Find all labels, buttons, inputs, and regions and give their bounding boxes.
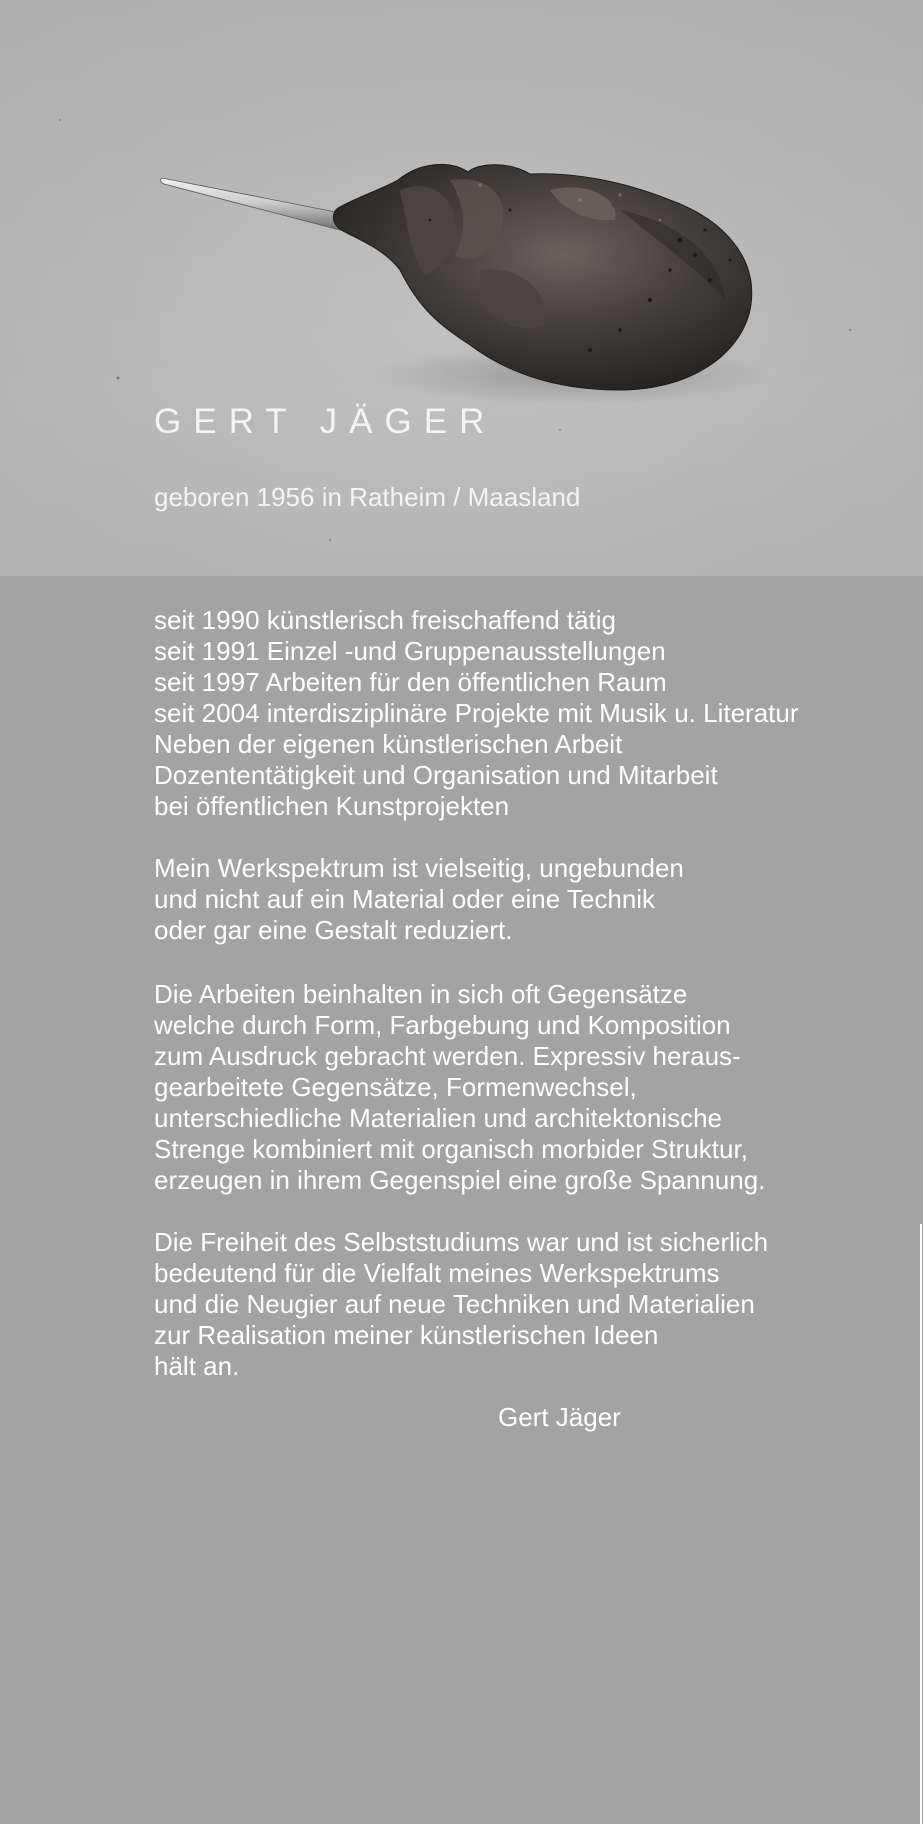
artist-name: GERT JÄGER <box>154 402 497 441</box>
signature: Gert Jäger <box>498 1402 621 1432</box>
bio-line: welche durch Form, Farbgebung und Komposition <box>154 1010 731 1040</box>
bio-line: seit 1991 Einzel -und Gruppenausstellungen <box>154 636 666 666</box>
bio-paragraph-freedom <box>154 1227 768 1382</box>
bio-line: und nicht auf ein Material oder eine Technik <box>154 884 656 914</box>
bio-paragraph-contrasts <box>154 979 765 1196</box>
bio-line: unterschiedliche Materialien und architektonische <box>154 1103 722 1133</box>
bio-line: Neben der eigenen künstlerischen Arbeit <box>154 729 623 759</box>
bio-line: bedeutend für die Vielfalt meines Werkspektrums <box>154 1258 720 1288</box>
bio-line: oder gar eine Gestalt reduziert. <box>154 915 513 945</box>
bio-line: zum Ausdruck gebracht werden. Expressiv heraus- <box>154 1041 741 1071</box>
birth-info: geboren 1956 in Ratheim / Maasland <box>154 482 581 512</box>
bio-line: Dozententätigkeit und Organisation und Mitarbeit <box>154 760 718 790</box>
bio-line: Mein Werkspektrum ist vielseitig, ungebunden <box>154 853 684 883</box>
bio-line: erzeugen in ihrem Gegenspiel eine große Spannung. <box>154 1165 766 1195</box>
bio-line: zur Realisation meiner künstlerischen Ideen <box>154 1320 659 1350</box>
bio-paragraph-career <box>154 605 799 822</box>
bio-line: gearbeitete Gegensätze, Formenwechsel, <box>154 1072 637 1102</box>
bio-line: Die Arbeiten beinhalten in sich oft Gegensätze <box>154 979 688 1009</box>
bio-line: hält an. <box>154 1351 240 1381</box>
bio-line: bei öffentlichen Kunstprojekten <box>154 791 510 821</box>
bio-line: und die Neugier auf neue Techniken und Materialien <box>154 1289 755 1319</box>
bio-line: seit 2004 interdisziplinäre Projekte mit Musik u. Literatur <box>154 698 799 728</box>
bio-line: Die Freiheit des Selbststudiums war und ist sicherlich <box>154 1227 769 1257</box>
bio-line: seit 1997 Arbeiten für den öffentlichen Raum <box>154 667 667 697</box>
bio-line: seit 1990 künstlerisch freischaffend tätig <box>154 605 617 635</box>
hero-image-section <box>0 0 923 576</box>
right-edge-line <box>920 1224 922 1824</box>
biography-section <box>0 576 923 1503</box>
bronze-sculpture-image <box>150 150 770 410</box>
bio-line: Strenge kombiniert mit organisch morbider Struktur, <box>154 1134 748 1164</box>
bio-paragraph-spectrum <box>154 853 684 946</box>
